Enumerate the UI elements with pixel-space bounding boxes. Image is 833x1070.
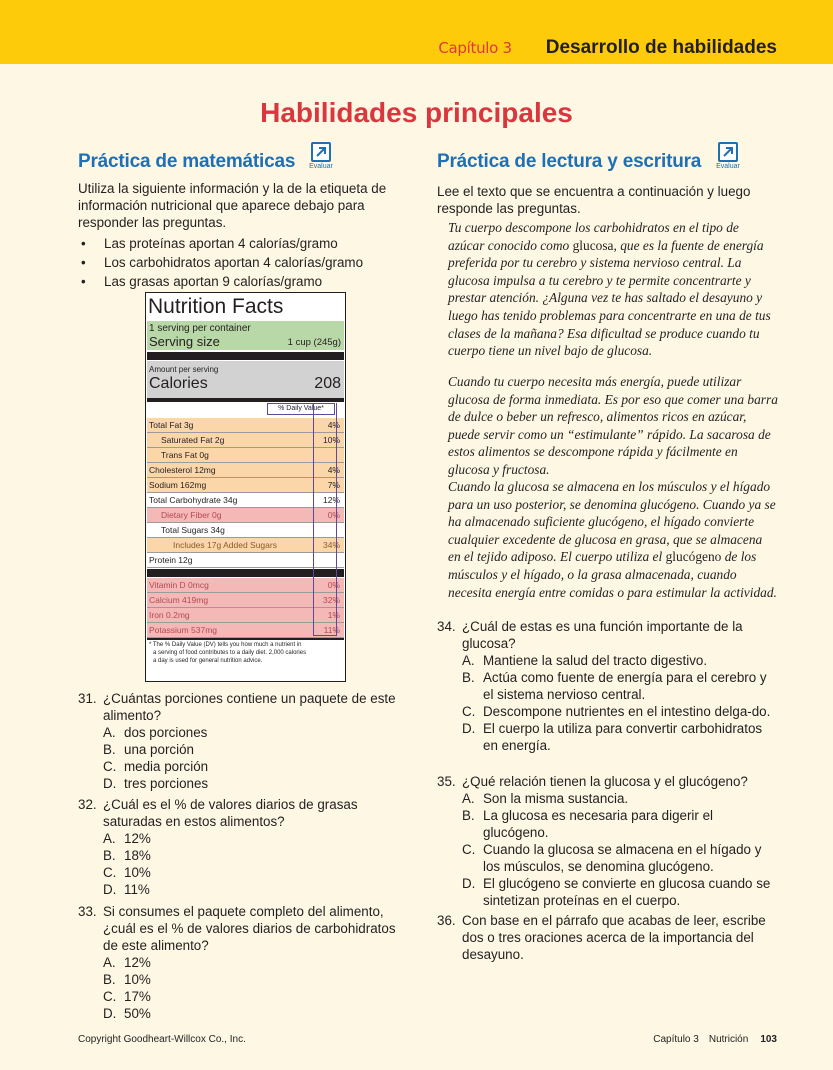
servings-per-container: 1 serving per container [149,323,251,334]
bullet-item: • Las proteínas aportan 4 calorías/gramo [78,234,408,253]
question-text: ¿Qué relación tienen la glucosa y el glucógeno? [462,774,748,789]
page-footer [653,1034,777,1045]
footer-section: Nutrición [708,1034,749,1045]
option-text: media porción [124,759,209,774]
nutrient-pct: 4% [327,465,340,475]
option-letter: C. [103,865,117,880]
question-32 [78,796,410,898]
answer-option[interactable] [437,720,779,754]
option-text: 10% [124,865,151,880]
math-bullets [78,234,408,291]
nutrient-row [147,538,344,553]
nutrient-row [147,418,344,433]
option-text: 50% [124,1006,151,1021]
bullet-item: • Las grasas aportan 9 calorías/gramo [78,272,408,291]
option-letter: A. [462,791,475,806]
nutrient-pct: 11% [323,625,340,635]
reading-paragraph: Cuando tu cuerpo necesita más energía, puede utilizar glucosa de forma inmediata. Es por eso que comer una barra de dulce o beber un refresco, alimentos ricos en azúcar, puede servir como un “estimulante” rápido. La sacarosa de estos alimentos se descompone rápida y fácilmente en glucosa y fructosa. [448,374,778,477]
answer-option[interactable] [78,741,410,758]
question-34 [437,618,779,754]
daily-value-header: % Daily Value* [267,403,335,415]
nutrient-pct: 4% [327,420,340,430]
answer-option[interactable] [437,875,779,909]
nutrient-row [147,523,344,538]
option-letter: D. [103,776,117,791]
thin-divider [147,638,344,640]
question-text: Si consumes el paquete completo del alimento, ¿cuál es el % de valores diarios de carbohidratos de este alimento? [103,904,396,953]
option-text: 12% [124,955,151,970]
calories-value: 208 [314,375,341,392]
answer-option[interactable] [437,703,779,720]
option-text: dos porciones [124,725,208,740]
option-text: Mantiene la salud del tracto digestivo. [483,653,708,668]
option-text: 17% [124,989,151,1004]
option-text: 10% [124,972,151,987]
chapter-header [438,37,777,59]
question-number: 33. [78,904,97,919]
answer-option[interactable] [437,790,779,807]
term-glucogeno: glucógeno [665,549,722,565]
page-title: Habilidades principales [260,97,573,128]
option-text: una porción [124,742,194,757]
footnote-line: a day is used for general nutrition advice. [153,658,263,664]
option-text: La glucosa es necesaria para digerir el glucógeno. [483,808,714,840]
nutrient-name: Vitamin D 0mcg [149,580,209,590]
answer-option[interactable] [78,758,410,775]
label-title: Nutrition Facts [148,295,284,318]
question-number: 32. [78,797,97,812]
nutrient-row [147,623,344,638]
option-text: El glucógeno se convierte en glucosa cuando se sintetizan proteínas en el cuerpo. [483,876,771,908]
answer-option[interactable] [78,881,410,898]
nutrient-row [147,578,344,593]
evaluar-label: Evaluar [309,163,333,170]
question-number: 31. [78,691,97,706]
nutrient-name: Total Carbohydrate 34g [149,495,238,505]
option-letter: A. [462,653,475,668]
evaluar-label: Evaluar [716,163,740,170]
nutrient-row [147,508,344,523]
evaluar-button-reading[interactable] [711,142,745,174]
arrow-up-right-icon [314,145,328,159]
question-number: 34. [437,619,456,634]
paragraph-text: Tu cuerpo descompone los carbohidratos en el tipo de azúcar conocido como [448,220,739,253]
paragraph-text: Cuando la glucosa se almacena en los músculos y el hígado para un uso posterior, se denomina glucógeno. Cuando ya se ha almacenado suficiente glucógeno, el hígado convierte cualquier excedente de glucosa en grasa, que se almacena en el tejido adiposo. El cuerpo utiliza el [448,479,776,565]
chapter-label: Capítulo 3 [438,39,512,57]
nutrient-row [147,608,344,623]
nutrient-pct: 32% [322,595,340,605]
footnote-line: a serving of food contributes to a daily diet. 2,000 calories [153,650,307,656]
question-text: ¿Cuál es el % de valores diarios de grasas saturadas en estos alimentos? [103,797,358,829]
nutrient-name: Saturated Fat 2g [161,435,225,445]
answer-option[interactable] [78,1005,410,1022]
answer-option[interactable] [78,971,410,988]
question-text: Con base en el párrafo que acabas de leer, escribe dos o tres oraciones acerca de la importancia del desayuno. [462,913,766,962]
thick-divider [147,569,344,577]
option-letter: A. [103,831,116,846]
option-letter: B. [103,742,116,757]
nutrient-pct: 0% [327,510,340,520]
option-letter: C. [103,759,117,774]
evaluar-button-math[interactable] [304,142,338,174]
option-letter: B. [103,848,116,863]
option-text: El cuerpo la utiliza para convertir carbohidratos en energía. [483,721,763,753]
question-text: ¿Cuál de estas es una función importante de la glucosa? [462,619,743,651]
serving-size-value: 1 cup (245g) [287,337,341,348]
paragraph-text: de los músculos y el hígado, o la grasa almacenada, cuando necesita energía entre comidas o para estimular la actividad. [448,549,777,600]
nutrient-row [147,553,344,568]
nutrient-name: Cholesterol 12mg [149,465,216,475]
reading-paragraph [448,478,778,601]
question-33 [78,903,410,1022]
answer-option[interactable] [78,830,410,847]
math-heading: Práctica de matemáticas [78,151,296,172]
answer-option[interactable] [78,775,410,792]
nutrient-name: Trans Fat 0g [161,450,209,460]
option-letter: D. [462,721,476,736]
reading-intro: Lee el texto que se encuentra a continuación y luego responde las preguntas. [437,184,751,216]
option-text: Actúa como fuente de energía para el cerebro y el sistema nervioso central. [483,670,767,702]
copyright: Copyright Goodheart-Willcox Co., Inc. [78,1034,246,1045]
option-text: 18% [124,848,151,863]
question-35 [437,773,779,909]
arrow-up-right-icon [721,145,735,159]
option-text: 12% [124,831,151,846]
nutrient-name: Dietary Fiber 0g [161,510,222,520]
reading-paragraph [448,219,778,360]
nutrient-name: Potassium 537mg [149,625,218,635]
footer-chapter: Capítulo 3 [653,1034,699,1045]
option-letter: A. [103,955,116,970]
chapter-title: Desarrollo de habilidades [545,37,777,58]
option-text: Descompone nutrientes en el intestino delga-do. [483,704,771,719]
nutrient-name: Total Sugars 34g [161,525,225,535]
nutrient-name: Iron 0.2mg [149,610,190,620]
answer-option[interactable] [78,847,410,864]
option-letter: B. [462,808,475,823]
question-text: ¿Cuántas porciones contiene un paquete de este alimento? [103,691,396,723]
nutrient-row [147,593,344,608]
serving-size-label: Serving size [149,334,220,349]
option-text: Son la misma sustancia. [483,791,629,806]
thick-divider [147,352,344,360]
question-number: 35. [437,774,456,789]
footnote-line: * The % Daily Value (DV) tells you how much a nutrient in [149,642,302,648]
nutrient-pct: 1% [327,610,340,620]
nutrient-pct: 10% [322,435,340,445]
option-text: Cuando la glucosa se almacena en el hígado y los músculos, se denomina glucógeno. [483,842,762,874]
reading-heading: Práctica de lectura y escritura [437,151,702,172]
question-31 [78,690,410,792]
calories-label: Calories [149,375,208,392]
math-intro: Utiliza la siguiente información y la de la etiqueta de información nutricional que aparece debajo para responder las preguntas. [78,181,387,230]
nutrient-row [147,478,344,493]
option-letter: C. [103,989,117,1004]
option-letter: D. [103,1006,117,1021]
nutrient-pct: 12% [322,495,340,505]
option-text: 11% [124,882,150,897]
option-text: tres porciones [124,776,209,791]
paragraph-text: , que es la fuente de energía preferida por tu cerebro y sistema nervioso central. La glucosa impulsa a tu cerebro y te permite concentrarte y prestar atención. ¿Alguna vez te has saltado el desayuno y luego has tenido problemas para concentrarte en una de tus clases de la mañana? Esa dificultad se produce cuando tu cuerpo tiene un nivel bajo de glucosa. [448,237,771,359]
option-letter: D. [103,882,117,897]
nutrient-name: Total Fat 3g [149,420,194,430]
answer-option[interactable] [78,864,410,881]
option-letter: C. [462,704,476,719]
nutrient-row [147,493,344,508]
answer-option[interactable] [78,988,410,1005]
nutrient-row [147,433,344,448]
nutrient-name: Includes 17g Added Sugars [173,540,277,550]
bullet-item: • Los carbohidratos aportan 4 calorías/gramo [78,253,408,272]
nutrient-row [147,463,344,478]
option-letter: D. [462,876,476,891]
question-number: 36. [437,913,456,928]
option-letter: C. [462,842,476,857]
option-letter: B. [103,972,116,987]
nutrient-name: Calcium 419mg [149,595,209,605]
answer-option[interactable] [78,954,410,971]
nutrition-facts-label [145,292,346,682]
nutrient-pct: 7% [327,480,340,490]
amount-per-serving: Amount per serving [149,365,219,374]
question-36 [437,912,779,963]
nutrient-row [147,448,344,463]
nutrient-pct: 34% [322,540,340,550]
answer-option[interactable] [437,807,779,841]
medium-divider [147,398,344,402]
option-letter: A. [103,725,116,740]
label-footnote [149,641,339,665]
nutrient-pct: 0% [327,580,340,590]
answer-option[interactable] [437,669,779,703]
option-letter: B. [462,670,475,685]
nutrient-name: Sodium 162mg [149,480,207,490]
term-glucosa: glucosa [572,237,614,253]
answer-option[interactable] [78,724,410,741]
answer-option[interactable] [437,841,779,875]
answer-option[interactable] [437,652,779,669]
nutrient-name: Protein 12g [149,555,193,565]
page-number: 103 [760,1034,777,1045]
